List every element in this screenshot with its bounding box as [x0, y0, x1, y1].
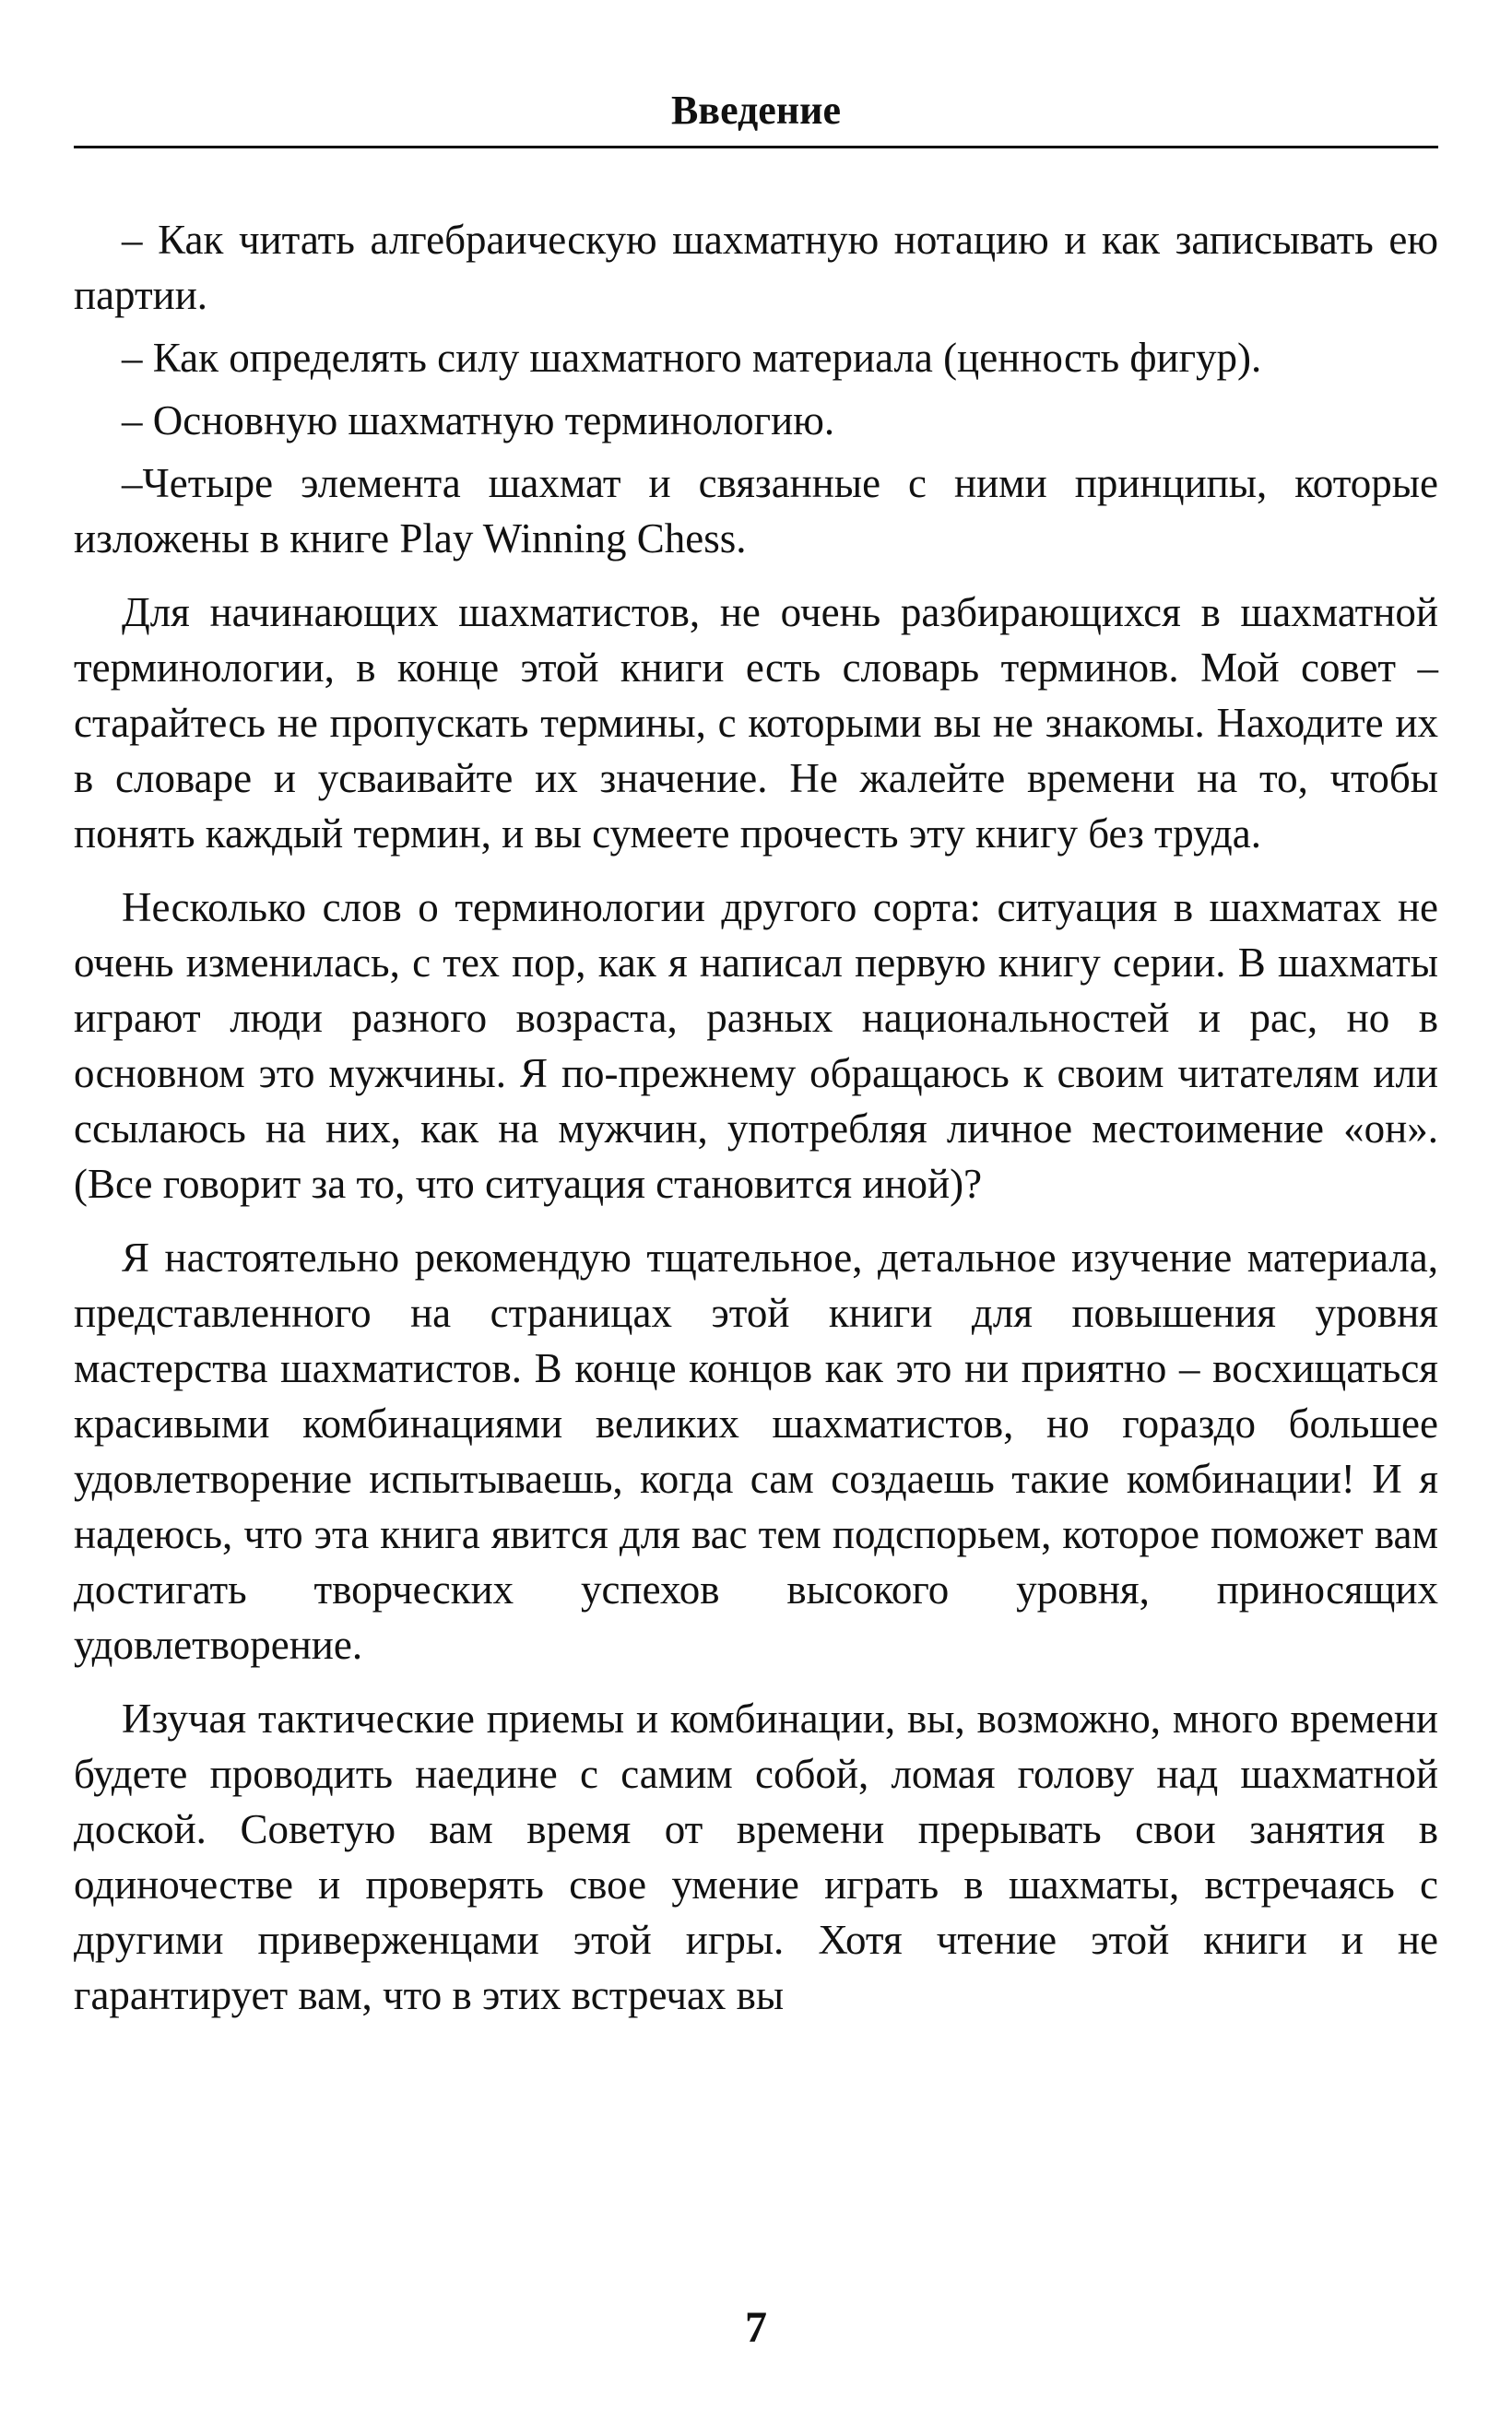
body-text [74, 212, 1438, 2023]
list-item-notation: – Как читать алгебраическую шахматную нотацию и как записывать ею партии. [74, 217, 1438, 318]
header-rule [74, 146, 1438, 148]
paragraph-study-recommendation: Я настоятельно рекомендую тщательное, детальное изучение материала, представленного на страницах этой книги для повышения уровня мастерства шахматистов. В конце концов как это ни приятно – восхищаться красивыми комбинациями великих шахматистов, но гораздо большее удовлетворение испытываешь, когда сам создаешь такие комбинации! И я надеюсь, что эта книга явится для вас тем подспорьем, которое поможет вам достигать творческих успехов высокого уровня, приносящих удовлетворение. [74, 1235, 1438, 1668]
paragraph-terminology-gender: Несколько слов о терминологии другого сорта: ситуация в шахматах не очень изменилась, с тех пор, как я написал первую книгу серии. В шахматы играют люди разного возраста, разных национальностей и рас, но в основном это мужчины. Я по-прежнему обращаюсь к своим читателям или ссылаюсь на них, как на мужчин, употребляя личное местоимение «он». (Все говорит за то, что ситуация становится иной)? [74, 884, 1438, 1207]
page-number: 7 [745, 2303, 767, 2352]
paragraph-glossary-advice: Для начинающих шахматистов, не очень разбирающихся в шахматной терминологии, в конце этой книги есть словарь терминов. Мой совет – старайтесь не пропускать термины, с которыми вы не знакомы. Находите их в словаре и усваивайте их значение. Не жалейте времени на то, чтобы понять каждый термин, и вы сумеете прочесть эту книгу без труда. [74, 589, 1438, 857]
paragraph-practice-advice: Изучая тактические приемы и комбинации, вы, возможно, много времени будете проводить наедине с самим собой, ломая голову над шахматной доской. Советую вам время от времени прерывать свои занятия в одиночестве и проверять свое умение играть в шахматы, встречаясь с другими приверженцами этой игры. Хотя чтение этой книги и не гарантирует вам, что в этих встречах вы [74, 1696, 1438, 2018]
list-item-four-elements: –Четыре элемента шахмат и связанные с ними принципы, которые изложены в книге Play Winning Chess. [74, 460, 1438, 561]
list-item-material-value: – Как определять силу шахматного материала (ценность фигур). [122, 335, 1262, 381]
list-item-terminology: – Основную шахматную терминологию. [122, 397, 835, 443]
running-head-title: Введение [670, 88, 842, 133]
